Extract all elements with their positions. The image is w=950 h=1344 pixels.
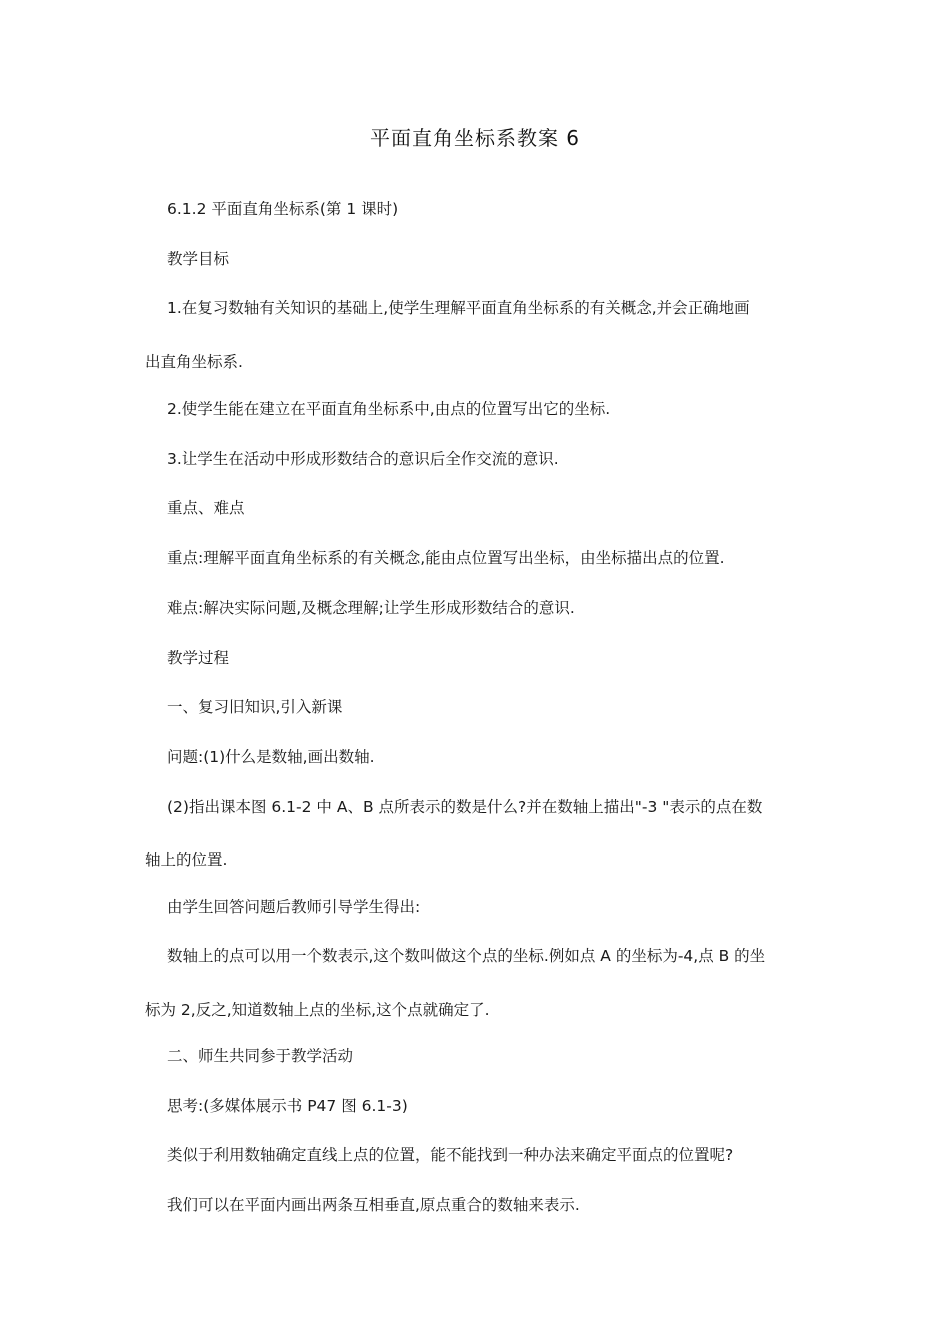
goal-1-line-2: 出直角坐标系. bbox=[145, 353, 243, 371]
question-1: 问题:(1)什么是数轴,画出数轴. bbox=[167, 748, 375, 766]
difficult-points: 难点:解决实际问题,及概念理解;让学生形成形数结合的意识. bbox=[167, 599, 575, 617]
goal-2: 2.使学生能在建立在平面直角坐标系中,由点的位置写出它的坐标. bbox=[167, 400, 611, 418]
question-2-line-1: (2)指出课本图 6.1-2 中 A、B 点所表示的数是什么?并在数轴上描出"-3 "表示的点在数 bbox=[167, 798, 763, 816]
part-2-heading: 二、师生共同参于教学活动 bbox=[167, 1047, 354, 1065]
conclusion-line-1: 数轴上的点可以用一个数表示,这个数叫做这个点的坐标.例如点 A 的坐标为-4,点 B 的坐 bbox=[167, 947, 766, 965]
question-2-line-2: 轴上的位置. bbox=[145, 851, 228, 869]
think-prompt: 思考:(多媒体展示书 P47 图 6.1-3) bbox=[167, 1097, 408, 1115]
key-points: 重点:理解平面直角坐标系的有关概念,能由点位置写出坐标，由坐标描出点的位置. bbox=[167, 549, 725, 567]
conclusion-line-2: 标为 2,反之,知道数轴上点的坐标,这个点就确定了. bbox=[145, 1001, 490, 1019]
analogy-question: 类似于利用数轴确定直线上点的位置，能不能找到一种办法来确定平面点的位置呢? bbox=[167, 1146, 734, 1164]
heading-key-difficult: 重点、难点 bbox=[167, 499, 245, 517]
goal-1-line-1: 1.在复习数轴有关知识的基础上,使学生理解平面直角坐标系的有关概念,并会正确地画 bbox=[167, 299, 750, 317]
heading-teaching-process: 教学过程 bbox=[167, 649, 230, 667]
student-answer-intro: 由学生回答问题后教师引导学生得出: bbox=[167, 898, 421, 916]
section-heading: 6.1.2 平面直角坐标系(第 1 课时) bbox=[167, 200, 399, 218]
perpendicular-axes-statement: 我们可以在平面内画出两条互相垂直,原点重合的数轴来表示. bbox=[167, 1196, 580, 1214]
part-1-heading: 一、复习旧知识,引入新课 bbox=[167, 698, 343, 716]
document-title: 平面直角坐标系教案 6 bbox=[369, 126, 581, 150]
heading-teaching-goals: 教学目标 bbox=[167, 250, 230, 268]
goal-3: 3.让学生在活动中形成形数结合的意识后全作交流的意识. bbox=[167, 450, 559, 468]
